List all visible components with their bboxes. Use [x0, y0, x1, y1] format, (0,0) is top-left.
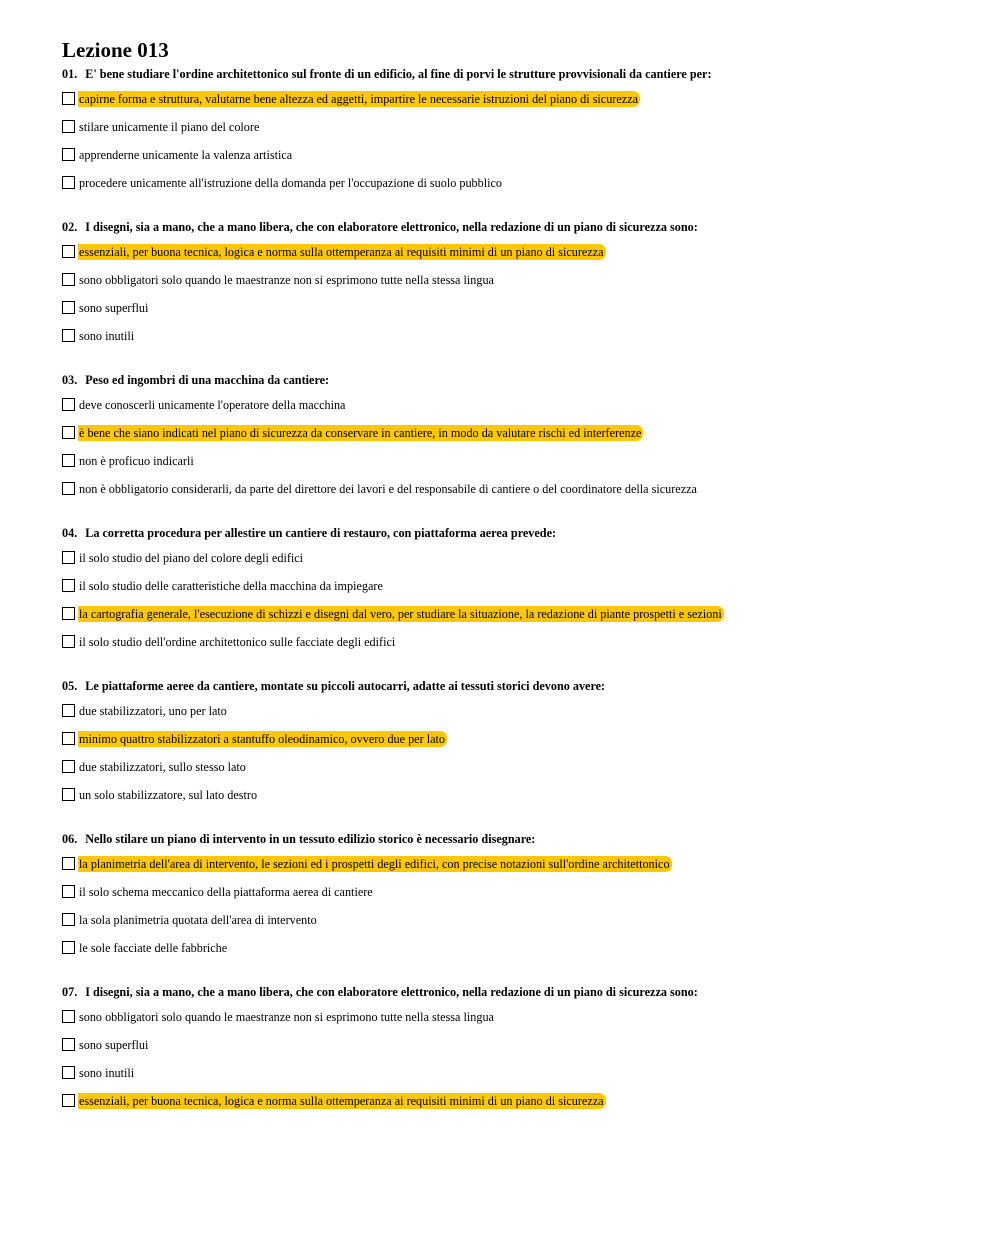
answer-checkbox[interactable] — [62, 913, 75, 926]
answer-checkbox[interactable] — [62, 1094, 75, 1107]
answer-option — [62, 856, 962, 884]
answer-text: sono inutili — [79, 1066, 135, 1080]
answer-checkbox[interactable] — [62, 301, 75, 314]
answer-option — [62, 578, 962, 606]
answer-checkbox[interactable] — [62, 176, 75, 189]
answer-option — [62, 1065, 962, 1093]
question-text — [62, 829, 962, 856]
answer-checkbox[interactable] — [62, 635, 75, 648]
answer-option — [62, 884, 962, 912]
answer-option — [62, 940, 962, 968]
answer-option — [62, 453, 962, 481]
question-list — [62, 64, 962, 1121]
answer-option — [62, 147, 962, 175]
question-body: Nello stilare un piano di intervento in un tessuto edilizio storico è necessario disegnare: — [85, 832, 536, 846]
question-block — [62, 676, 962, 815]
answer-checkbox[interactable] — [62, 482, 75, 495]
answer-option — [62, 731, 962, 759]
answer-text: procedere unicamente all'istruzione della domanda per l'occupazione di suolo pubblico — [79, 176, 503, 190]
answer-option — [62, 175, 962, 203]
answer-text: non è proficuo indicarli — [79, 454, 194, 468]
answer-text: un solo stabilizzatore, sul lato destro — [79, 788, 258, 802]
answer-option — [62, 1009, 962, 1037]
answer-option — [62, 1037, 962, 1065]
answer-text: apprenderne unicamente la valenza artistica — [79, 148, 293, 162]
answer-checkbox[interactable] — [62, 788, 75, 801]
question-block — [62, 829, 962, 968]
answer-checkbox[interactable] — [62, 92, 75, 105]
answer-checkbox[interactable] — [62, 1066, 75, 1079]
answer-text: non è obbligatorio considerarli, da parte del direttore dei lavori e del responsabile di cantiere o del coordinatore della sicurezza — [79, 482, 697, 496]
answer-text-highlighted: la planimetria dell'area di intervento, le sezioni ed i prospetti degli edifici, con precise notazioni sull'ordine architettonico — [79, 857, 670, 871]
answer-option — [62, 397, 962, 425]
question-block — [62, 64, 962, 203]
question-text — [62, 370, 962, 397]
answer-option — [62, 1093, 962, 1121]
answer-option — [62, 328, 962, 356]
question-number: 05. — [62, 679, 78, 693]
answer-text: sono obbligatori solo quando le maestranze non si esprimono tutte nella stessa lingua — [79, 273, 494, 287]
answer-text-highlighted: minimo quattro stabilizzatori a stantuffo oleodinamico, ovvero due per lato — [79, 732, 445, 746]
answer-option — [62, 787, 962, 815]
option-list — [62, 550, 962, 662]
answer-text: il solo schema meccanico della piattaforma aerea di cantiere — [79, 885, 373, 899]
answer-checkbox[interactable] — [62, 704, 75, 717]
question-text — [62, 523, 962, 550]
answer-checkbox[interactable] — [62, 857, 75, 870]
question-text — [62, 64, 962, 91]
page-title: Lezione 013 — [62, 38, 169, 62]
answer-option — [62, 244, 962, 272]
answer-text-highlighted: la cartografia generale, l'esecuzione di schizzi e disegni dal vero, per studiare la situazione, la redazione di piante prospetti e sezioni — [79, 607, 722, 621]
answer-text: il solo studio delle caratteristiche della macchina da impiegare — [79, 579, 383, 593]
answer-checkbox[interactable] — [62, 732, 75, 745]
answer-option — [62, 272, 962, 300]
question-text — [62, 676, 962, 703]
answer-text-highlighted: è bene che siano indicati nel piano di sicurezza da conservare in cantiere, in modo da valutare rischi ed interferenze — [79, 426, 642, 440]
answer-text: sono obbligatori solo quando le maestranze non si esprimono tutte nella stessa lingua — [79, 1010, 494, 1024]
answer-text: la sola planimetria quotata dell'area di intervento — [79, 913, 317, 927]
option-list — [62, 244, 962, 356]
question-body: La corretta procedura per allestire un cantiere di restauro, con piattaforma aerea prevede: — [85, 526, 557, 540]
question-body: Le piattaforme aeree da cantiere, montate su piccoli autocarri, adatte ai tessuti storici devono avere: — [85, 679, 606, 693]
answer-text-highlighted: essenziali, per buona tecnica, logica e norma sulla ottemperanza ai requisiti minimi di un piano di sicurezza — [79, 1094, 604, 1108]
question-block — [62, 217, 962, 356]
answer-option — [62, 606, 962, 634]
question-number: 07. — [62, 985, 78, 999]
answer-text: sono superflui — [79, 301, 149, 315]
answer-option — [62, 912, 962, 940]
answer-checkbox[interactable] — [62, 885, 75, 898]
option-list — [62, 397, 962, 509]
answer-text-highlighted: capirne forma e struttura, valutarne bene altezza ed aggetti, impartire le necessarie istruzioni del piano di sicurezza — [79, 92, 639, 106]
question-number: 02. — [62, 220, 78, 234]
answer-option — [62, 703, 962, 731]
question-block — [62, 523, 962, 662]
answer-text: il solo studio dell'ordine architettonico sulle facciate degli edifici — [79, 635, 396, 649]
answer-option — [62, 91, 962, 119]
question-text — [62, 982, 962, 1009]
answer-checkbox[interactable] — [62, 579, 75, 592]
answer-text: deve conoscerli unicamente l'operatore della macchina — [79, 398, 346, 412]
answer-option — [62, 119, 962, 147]
answer-checkbox[interactable] — [62, 398, 75, 411]
question-text — [62, 217, 962, 244]
answer-text-highlighted: essenziali, per buona tecnica, logica e norma sulla ottemperanza ai requisiti minimi di un piano di sicurezza — [79, 245, 604, 259]
answer-checkbox[interactable] — [62, 1038, 75, 1051]
answer-checkbox[interactable] — [62, 245, 75, 258]
answer-checkbox[interactable] — [62, 760, 75, 773]
answer-text: due stabilizzatori, uno per lato — [79, 704, 227, 718]
answer-text: stilare unicamente il piano del colore — [79, 120, 260, 134]
answer-checkbox[interactable] — [62, 426, 75, 439]
answer-checkbox[interactable] — [62, 607, 75, 620]
answer-checkbox[interactable] — [62, 1010, 75, 1023]
answer-option — [62, 300, 962, 328]
option-list — [62, 703, 962, 815]
option-list — [62, 1009, 962, 1121]
question-body: Peso ed ingombri di una macchina da cantiere: — [85, 373, 330, 387]
answer-checkbox[interactable] — [62, 551, 75, 564]
question-number: 03. — [62, 373, 78, 387]
question-number: 04. — [62, 526, 78, 540]
option-list — [62, 91, 962, 203]
answer-option — [62, 634, 962, 662]
answer-checkbox[interactable] — [62, 941, 75, 954]
answer-text: due stabilizzatori, sullo stesso lato — [79, 760, 246, 774]
answer-checkbox[interactable] — [62, 273, 75, 286]
answer-checkbox[interactable] — [62, 120, 75, 133]
question-number: 06. — [62, 832, 78, 846]
answer-checkbox[interactable] — [62, 148, 75, 161]
answer-text: le sole facciate delle fabbriche — [79, 941, 228, 955]
answer-option — [62, 481, 962, 509]
question-number: 01. — [62, 67, 78, 81]
question-body: I disegni, sia a mano, che a mano libera, che con elaboratore elettronico, nella redazione di un piano di sicurezza sono: — [85, 985, 698, 999]
question-block — [62, 982, 962, 1121]
question-block — [62, 370, 962, 509]
question-body: I disegni, sia a mano, che a mano libera, che con elaboratore elettronico, nella redazione di un piano di sicurezza sono: — [85, 220, 698, 234]
document-page — [62, 36, 962, 1135]
answer-option — [62, 425, 962, 453]
option-list — [62, 856, 962, 968]
answer-text: sono superflui — [79, 1038, 149, 1052]
answer-option — [62, 759, 962, 787]
question-body: E' bene studiare l'ordine architettonico sul fronte di un edificio, al fine di porvi le strutture provvisionali da cantiere per: — [85, 67, 712, 81]
answer-checkbox[interactable] — [62, 454, 75, 467]
answer-option — [62, 550, 962, 578]
answer-checkbox[interactable] — [62, 329, 75, 342]
answer-text: sono inutili — [79, 329, 135, 343]
answer-text: il solo studio del piano del colore degli edifici — [79, 551, 304, 565]
